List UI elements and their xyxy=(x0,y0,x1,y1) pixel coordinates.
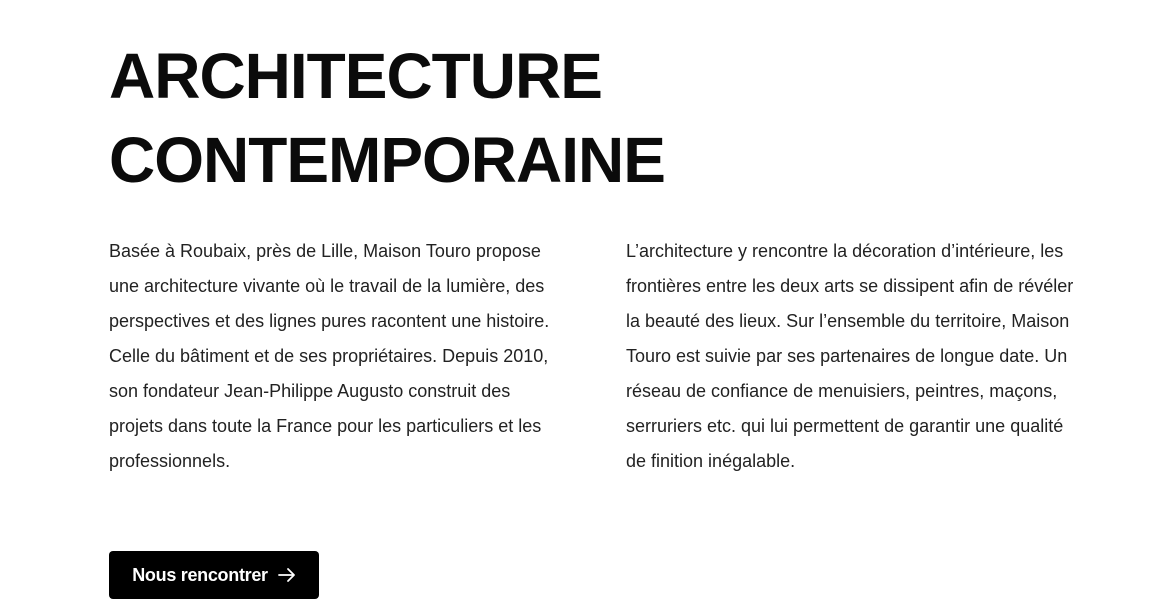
page-title-line-2: CONTEMPORAINE xyxy=(109,124,665,196)
contact-button-label: Nous rencontrer xyxy=(132,564,268,585)
arrow-right-icon xyxy=(278,566,296,584)
contact-button[interactable] xyxy=(109,551,319,599)
intro-paragraph-right: L’architecture y rencontre la décoration d’intérieure, les frontières entre les deux arts se dissipent afin de révéler la beauté des lieux. Sur l’ensemble du territoire, Maison Touro est suivie par ses partenaires de longue date. Un réseau de confiance de menuisiers, peintres, maçons, serruriers etc. qui lui permettent de garantir une qualité de finition inégalable. xyxy=(626,241,1074,471)
page-title-line-1: ARCHITECTURE xyxy=(109,40,602,112)
intro-paragraph-left: Basée à Roubaix, près de Lille, Maison Touro propose une architecture vivante où le travail de la lumière, des perspectives et des lignes pures racontent une histoire. Celle du bâtiment et de ses propriétaires. Depuis 2010, son fondateur Jean-Philippe Augusto construit des projets dans toute la France pour les particuliers et les professionnels. xyxy=(109,241,550,471)
page-title xyxy=(109,34,665,202)
